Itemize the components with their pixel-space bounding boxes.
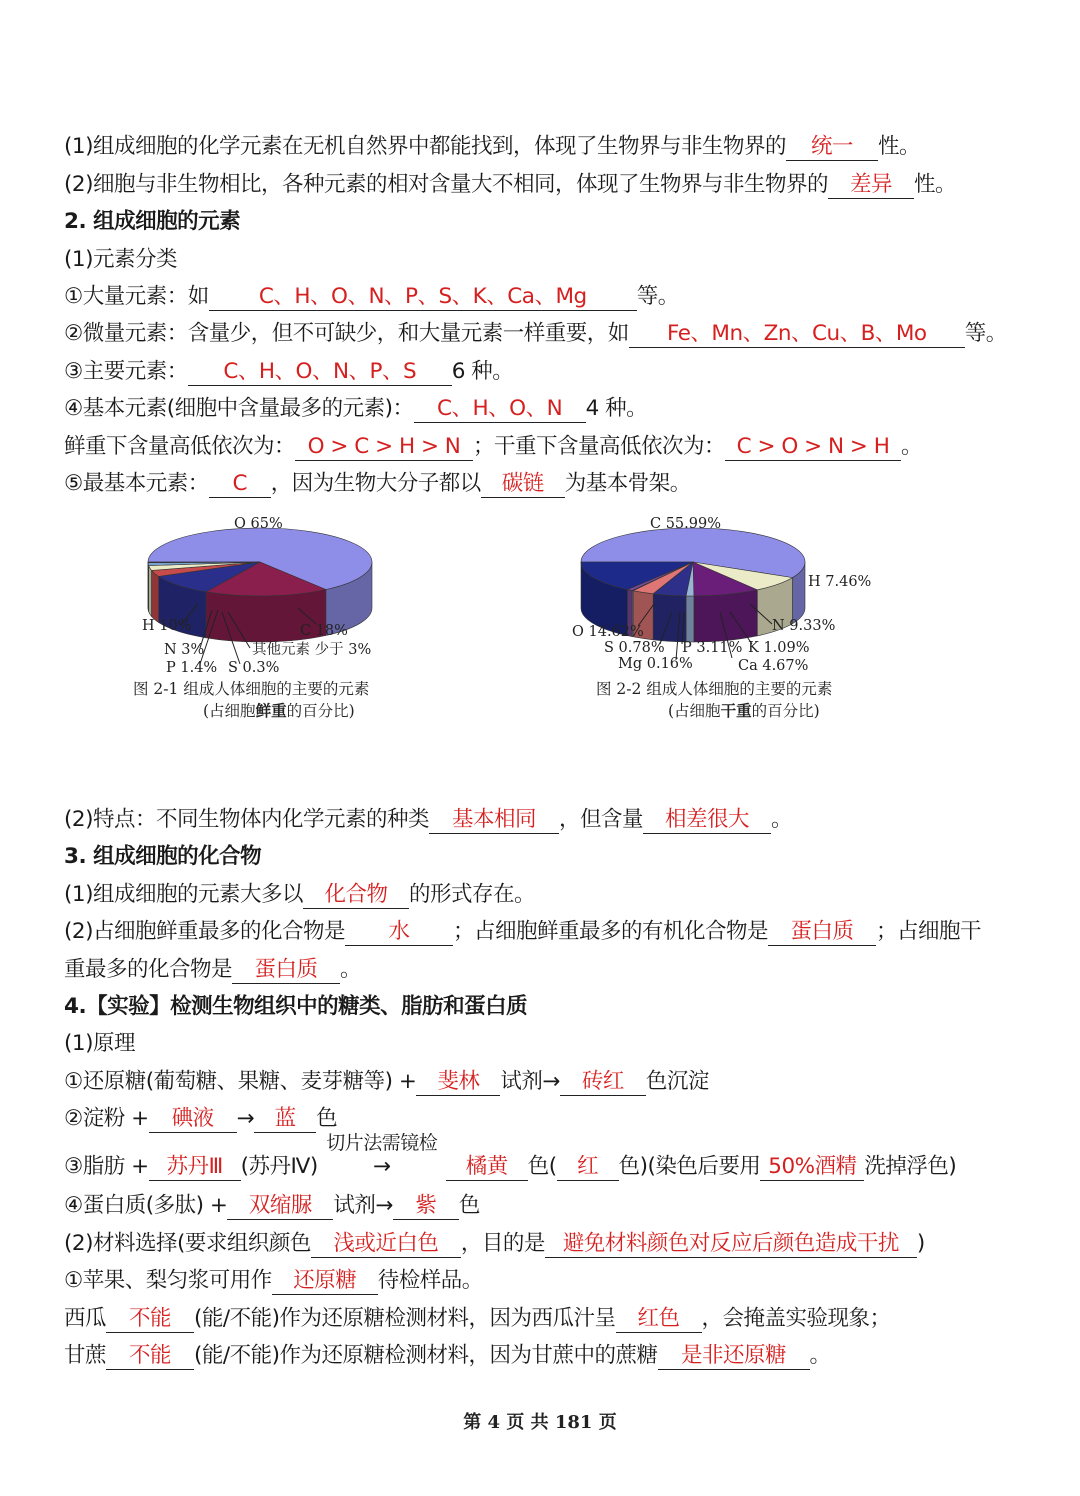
answer-blank: 化合物 [303, 882, 409, 909]
text-line-unity [64, 132, 1024, 162]
line-text: 。 [809, 1343, 831, 1368]
line-text: ③脂肪 + [64, 1154, 149, 1179]
text-line-material-selection [64, 1229, 1024, 1259]
page-footer: 第 4 页 共 181 页 [463, 1412, 617, 1433]
pie-label: S 0.3% [228, 660, 280, 676]
pie-label: O 14.62% [572, 624, 644, 640]
line-text: ，目的是 [460, 1231, 545, 1256]
answer-blank: Fe、Mn、Zn、Cu、B、Mo [629, 321, 965, 348]
answer-blank: 统一 [786, 134, 878, 161]
line-text: 西瓜 [64, 1306, 107, 1331]
answer-blank: C、H、O、N、P、S [188, 359, 452, 386]
line-text: ，但含量 [558, 807, 643, 832]
text-line-classification [64, 245, 1024, 275]
answer-blank: 不能 [106, 1343, 194, 1370]
answer-blank: 50%酒精 [760, 1154, 864, 1181]
text-line-basic-elements [64, 394, 1024, 424]
text-line-weight-order [64, 432, 1024, 462]
line-text: (1)组成细胞的元素大多以 [64, 882, 303, 907]
line-text: 甘蔗 [64, 1343, 107, 1368]
subcaption-text: (占细胞 [203, 702, 256, 720]
answer-blank: 紫 [393, 1193, 459, 1220]
answer-blank: 蛋白质 [232, 957, 340, 984]
line-text: 性。 [913, 172, 956, 197]
line-text: 色沉淀 [645, 1069, 709, 1094]
text-line-difference [64, 170, 1024, 200]
answer-blank: 红 [557, 1154, 619, 1181]
answer-blank: 斐林 [416, 1069, 500, 1096]
line-text: ①苹果、梨匀浆可用作 [64, 1268, 272, 1293]
line-text: 。 [901, 434, 923, 459]
line-text: (2)材料选择(要求组织颜色 [64, 1231, 311, 1256]
arrow-with-note [318, 1132, 446, 1182]
line-text: 等。 [636, 284, 679, 309]
answer-blank: 差异 [828, 172, 914, 199]
text-line-apple-pear [64, 1266, 1024, 1296]
answer-blank: O > C > H > N [295, 434, 473, 461]
text-line-watermelon [64, 1304, 1024, 1334]
answer-blank: 苏丹Ⅲ [149, 1154, 241, 1181]
text-line-most-basic [64, 469, 1024, 499]
text-line-fat [64, 1132, 1024, 1182]
line-text: ①大量元素：如 [64, 284, 209, 309]
answer-blank: 相差很大 [643, 807, 771, 834]
pie-label: H 10% [142, 618, 192, 634]
line-text: 6 种。 [451, 359, 514, 384]
line-text: (2)占细胞鲜重最多的化合物是 [64, 919, 345, 944]
line-text: 性。 [877, 134, 920, 159]
line-text: ，因为生物大分子都以 [270, 471, 481, 496]
line-text: 试剂→ [333, 1193, 393, 1218]
line-text: 洗掉浮色) [864, 1154, 957, 1179]
figure-caption: 图 2-2 组成人体细胞的主要的元素 [596, 680, 833, 698]
line-text: (苏丹Ⅳ) [240, 1154, 318, 1179]
pie-label: H 7.46% [808, 574, 872, 590]
text-line-starch [64, 1104, 1024, 1134]
answer-blank: C > O > N > H [725, 434, 901, 461]
subcaption-text: 的百分比) [751, 702, 820, 720]
answer-blank: 是非还原糖 [658, 1343, 810, 1370]
line-text: (能/不能)作为还原糖检测材料，因为甘蔗中的蔗糖 [194, 1343, 658, 1368]
line-text: ，会掩盖实验现象； [701, 1306, 891, 1331]
pie-label: Ca 4.67% [738, 658, 809, 674]
pie-slice-side [686, 596, 694, 642]
line-text: 鲜重下含量高低依次为： [64, 434, 296, 459]
line-text: 。 [770, 807, 792, 832]
arrow-note: 切片法需镜检 [326, 1132, 438, 1154]
answer-blank: 避免材料颜色对反应后颜色造成干扰 [545, 1231, 917, 1258]
reaction-arrow: → [372, 1154, 391, 1179]
line-text: 。 [340, 957, 362, 982]
line-text: (能/不能)作为还原糖检测材料，因为西瓜汁呈 [194, 1306, 616, 1331]
line-text: (2)细胞与非生物相比，各种元素的相对含量大不相同，体现了生物界与非生物界的 [64, 172, 828, 197]
line-text: 待检样品。 [377, 1268, 483, 1293]
subcaption-emphasis: 鲜重 [255, 701, 287, 720]
line-text: ④基本元素(细胞中含量最多的元素)： [64, 396, 414, 421]
line-text: ；占细胞鲜重最多的有机化合物是 [452, 919, 768, 944]
pie-label: O 65% [234, 516, 283, 532]
subcaption-text: 的百分比) [286, 702, 355, 720]
heading-text: 3. 组成细胞的化合物 [64, 844, 262, 869]
line-text: 重最多的化合物是 [64, 957, 233, 982]
pie-slice-side [152, 570, 159, 622]
text-line-trace-elements [64, 319, 1024, 349]
text-line-macro-elements [64, 282, 1024, 312]
answer-blank: 浅或近白色 [311, 1231, 461, 1258]
answer-blank: 蛋白质 [768, 919, 876, 946]
line-text: 等。 [964, 321, 1007, 346]
section-heading-experiment [64, 992, 1024, 1022]
figure-caption: 图 2-1 组成人体细胞的主要的元素 [133, 680, 370, 698]
pie-label: 其他元素 少于 3% [252, 642, 372, 658]
line-text: 色 [458, 1193, 480, 1218]
text-line-most-compound [64, 917, 1024, 947]
line-text: ②淀粉 + [64, 1106, 149, 1131]
figure-subcaption [203, 701, 355, 720]
pie-label: P 1.4% [166, 660, 218, 676]
text-line-main-elements [64, 357, 1024, 387]
pie-charts-figure [120, 508, 940, 738]
pie-charts-svg [120, 508, 940, 738]
answer-blank: 橘黄 [446, 1154, 528, 1181]
pie-label: Mg 0.16% [618, 656, 693, 672]
text-line-compound-form [64, 880, 1024, 910]
pie-slice-side [149, 566, 152, 617]
figure-subcaption [668, 701, 820, 720]
subcaption-emphasis: 干重 [720, 701, 752, 720]
answer-blank: C、H、O、N [414, 396, 586, 423]
line-text: ①还原糖(葡萄糖、果糖、麦芽糖等) + [64, 1069, 417, 1094]
pie-label: N 3% [164, 642, 205, 658]
line-text: 色 [316, 1106, 338, 1131]
line-text: (1)原理 [64, 1031, 135, 1056]
answer-blank: 还原糖 [272, 1268, 378, 1295]
line-text: ③主要元素： [64, 359, 188, 384]
line-text: ；干重下含量高低依次为： [473, 434, 726, 459]
text-line-features [64, 805, 1024, 835]
answer-blank: 砖红 [560, 1069, 646, 1096]
text-line-protein [64, 1191, 1024, 1221]
line-text: (1)组成细胞的化学元素在无机自然界中都能找到，体现了生物界与非生物界的 [64, 134, 786, 159]
section-heading-compounds [64, 842, 1024, 872]
heading-text: 2. 组成细胞的元素 [64, 209, 241, 234]
pie-label: N 9.33% [772, 618, 836, 634]
pie-label: K 1.09% [748, 640, 810, 656]
line-text: 为基本骨架。 [564, 471, 691, 496]
text-line-dry-weight-compound [64, 955, 1024, 985]
answer-blank: 碳链 [481, 471, 565, 498]
pie-label: S 0.78% [604, 640, 665, 656]
line-text: ；占细胞干 [875, 919, 981, 944]
text-line-principle [64, 1029, 1024, 1059]
text-line-sugarcane [64, 1341, 1024, 1371]
text-line-reducing-sugar [64, 1067, 1024, 1097]
subcaption-text: (占细胞 [668, 702, 721, 720]
answer-blank: 不能 [106, 1306, 194, 1333]
heading-text: 4.【实验】检测生物组织中的糖类、脂肪和蛋白质 [64, 994, 528, 1019]
line-text: 试剂→ [500, 1069, 560, 1094]
pie-label: P 3.11% [682, 640, 743, 656]
answer-blank: 蓝 [254, 1106, 316, 1133]
answer-blank: 水 [345, 919, 453, 946]
line-text: (2)特点：不同生物体内化学元素的种类 [64, 807, 429, 832]
answer-blank: 基本相同 [429, 807, 559, 834]
line-text: ⑤最基本元素： [64, 471, 209, 496]
line-text: (1)元素分类 [64, 247, 177, 272]
line-text: → [236, 1106, 255, 1131]
line-text: 的形式存在。 [408, 882, 535, 907]
answer-blank: 碘液 [149, 1106, 237, 1133]
answer-blank: 红色 [616, 1306, 702, 1333]
answer-blank: C [209, 471, 271, 498]
answer-blank: C、H、O、N、P、S、K、Ca、Mg [209, 284, 637, 311]
line-text: ④蛋白质(多肽) + [64, 1193, 228, 1218]
line-text: 色)(染色后要用 [618, 1154, 761, 1179]
line-text: 色( [527, 1154, 557, 1179]
line-text: ②微量元素：含量少，但不可缺少，和大量元素一样重要，如 [64, 321, 629, 346]
pie-label: C 18% [300, 623, 348, 639]
line-text: ) [916, 1231, 925, 1256]
pie-label: C 55.99% [650, 516, 721, 532]
section-heading-elements [64, 207, 1024, 237]
answer-blank: 双缩脲 [227, 1193, 333, 1220]
line-text: 4 种。 [585, 396, 648, 421]
